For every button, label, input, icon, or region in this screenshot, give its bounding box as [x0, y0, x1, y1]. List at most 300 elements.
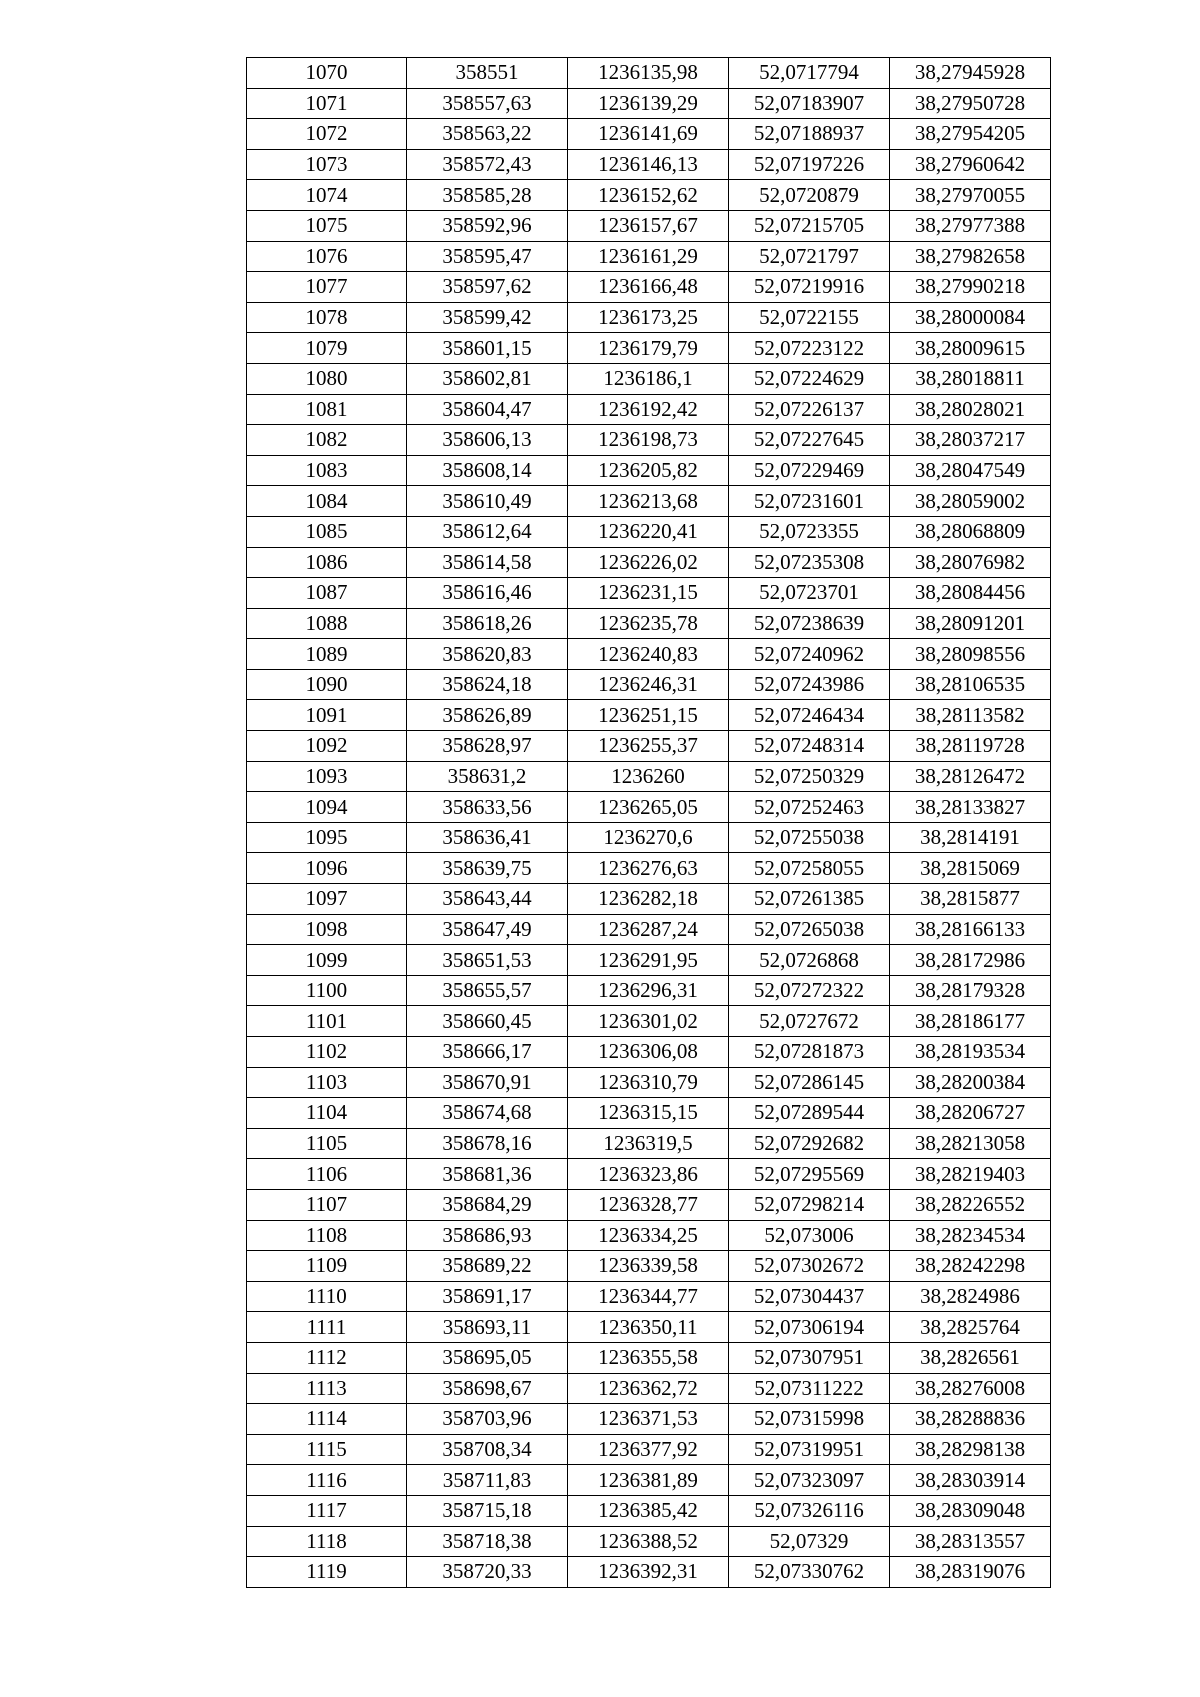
x-coordinate-cell: 358691,17 — [407, 1281, 568, 1312]
y-coordinate-cell: 1236381,89 — [568, 1465, 729, 1496]
x-coordinate-cell: 358711,83 — [407, 1465, 568, 1496]
latitude-cell: 52,07307951 — [729, 1342, 890, 1373]
latitude-cell: 52,07329 — [729, 1526, 890, 1557]
longitude-cell: 38,28193534 — [890, 1037, 1051, 1068]
longitude-cell: 38,28047549 — [890, 455, 1051, 486]
latitude-cell: 52,07248314 — [729, 731, 890, 762]
y-coordinate-cell: 1236213,68 — [568, 486, 729, 517]
table-row — [247, 363, 1051, 394]
x-coordinate-cell: 358585,28 — [407, 180, 568, 211]
x-coordinate-cell: 358674,68 — [407, 1098, 568, 1129]
latitude-cell: 52,0723355 — [729, 516, 890, 547]
point-number-cell: 1118 — [247, 1526, 407, 1557]
y-coordinate-cell: 1236179,79 — [568, 333, 729, 364]
y-coordinate-cell: 1236186,1 — [568, 363, 729, 394]
longitude-cell: 38,28206727 — [890, 1098, 1051, 1129]
x-coordinate-cell: 358620,83 — [407, 639, 568, 670]
y-coordinate-cell: 1236173,25 — [568, 302, 729, 333]
longitude-cell: 38,28319076 — [890, 1557, 1051, 1588]
latitude-cell: 52,07188937 — [729, 119, 890, 150]
table-row — [247, 149, 1051, 180]
point-number-cell: 1096 — [247, 853, 407, 884]
longitude-cell: 38,28313557 — [890, 1526, 1051, 1557]
longitude-cell: 38,28119728 — [890, 731, 1051, 762]
x-coordinate-cell: 358624,18 — [407, 669, 568, 700]
y-coordinate-cell: 1236296,31 — [568, 975, 729, 1006]
longitude-cell: 38,2814191 — [890, 822, 1051, 853]
latitude-cell: 52,07252463 — [729, 792, 890, 823]
x-coordinate-cell: 358592,96 — [407, 210, 568, 241]
table-row — [247, 578, 1051, 609]
table-row — [247, 425, 1051, 456]
table-row — [247, 486, 1051, 517]
latitude-cell: 52,07330762 — [729, 1557, 890, 1588]
latitude-cell: 52,07323097 — [729, 1465, 890, 1496]
longitude-cell: 38,28098556 — [890, 639, 1051, 670]
longitude-cell: 38,27945928 — [890, 58, 1051, 89]
y-coordinate-cell: 1236226,02 — [568, 547, 729, 578]
latitude-cell: 52,0726868 — [729, 945, 890, 976]
x-coordinate-cell: 358612,64 — [407, 516, 568, 547]
table-row — [247, 1434, 1051, 1465]
x-coordinate-cell: 358666,17 — [407, 1037, 568, 1068]
x-coordinate-cell: 358616,46 — [407, 578, 568, 609]
point-number-cell: 1107 — [247, 1189, 407, 1220]
longitude-cell: 38,28009615 — [890, 333, 1051, 364]
y-coordinate-cell: 1236344,77 — [568, 1281, 729, 1312]
longitude-cell: 38,28000084 — [890, 302, 1051, 333]
table-row — [247, 945, 1051, 976]
x-coordinate-cell: 358643,44 — [407, 884, 568, 915]
longitude-cell: 38,27990218 — [890, 272, 1051, 303]
point-number-cell: 1109 — [247, 1251, 407, 1282]
longitude-cell: 38,27954205 — [890, 119, 1051, 150]
table-row — [247, 853, 1051, 884]
x-coordinate-cell: 358601,15 — [407, 333, 568, 364]
longitude-cell: 38,2815877 — [890, 884, 1051, 915]
point-number-cell: 1075 — [247, 210, 407, 241]
table-row — [247, 1128, 1051, 1159]
longitude-cell: 38,28126472 — [890, 761, 1051, 792]
table-row — [247, 1037, 1051, 1068]
longitude-cell: 38,28234534 — [890, 1220, 1051, 1251]
y-coordinate-cell: 1236161,29 — [568, 241, 729, 272]
y-coordinate-cell: 1236282,18 — [568, 884, 729, 915]
table-row — [247, 700, 1051, 731]
latitude-cell: 52,07311222 — [729, 1373, 890, 1404]
point-number-cell: 1089 — [247, 639, 407, 670]
latitude-cell: 52,07292682 — [729, 1128, 890, 1159]
longitude-cell: 38,28276008 — [890, 1373, 1051, 1404]
longitude-cell: 38,27960642 — [890, 149, 1051, 180]
table-row — [247, 1098, 1051, 1129]
point-number-cell: 1112 — [247, 1342, 407, 1373]
latitude-cell: 52,07304437 — [729, 1281, 890, 1312]
longitude-cell: 38,28091201 — [890, 608, 1051, 639]
point-number-cell: 1102 — [247, 1037, 407, 1068]
point-number-cell: 1101 — [247, 1006, 407, 1037]
latitude-cell: 52,07315998 — [729, 1404, 890, 1435]
longitude-cell: 38,28172986 — [890, 945, 1051, 976]
point-number-cell: 1079 — [247, 333, 407, 364]
latitude-cell: 52,07219916 — [729, 272, 890, 303]
table-row — [247, 884, 1051, 915]
latitude-cell: 52,0723701 — [729, 578, 890, 609]
table-row — [247, 1067, 1051, 1098]
x-coordinate-cell: 358693,11 — [407, 1312, 568, 1343]
y-coordinate-cell: 1236192,42 — [568, 394, 729, 425]
table-row — [247, 88, 1051, 119]
y-coordinate-cell: 1236260 — [568, 761, 729, 792]
table-row — [247, 210, 1051, 241]
longitude-cell: 38,28028021 — [890, 394, 1051, 425]
longitude-cell: 38,28288836 — [890, 1404, 1051, 1435]
point-number-cell: 1091 — [247, 700, 407, 731]
latitude-cell: 52,07240962 — [729, 639, 890, 670]
y-coordinate-cell: 1236328,77 — [568, 1189, 729, 1220]
x-coordinate-cell: 358606,13 — [407, 425, 568, 456]
y-coordinate-cell: 1236220,41 — [568, 516, 729, 547]
table-row — [247, 272, 1051, 303]
latitude-cell: 52,07224629 — [729, 363, 890, 394]
table-row — [247, 761, 1051, 792]
y-coordinate-cell: 1236246,31 — [568, 669, 729, 700]
point-number-cell: 1116 — [247, 1465, 407, 1496]
latitude-cell: 52,07250329 — [729, 761, 890, 792]
longitude-cell: 38,28166133 — [890, 914, 1051, 945]
x-coordinate-cell: 358597,62 — [407, 272, 568, 303]
y-coordinate-cell: 1236362,72 — [568, 1373, 729, 1404]
latitude-cell: 52,07183907 — [729, 88, 890, 119]
x-coordinate-cell: 358695,05 — [407, 1342, 568, 1373]
x-coordinate-cell: 358636,41 — [407, 822, 568, 853]
latitude-cell: 52,07223122 — [729, 333, 890, 364]
point-number-cell: 1088 — [247, 608, 407, 639]
latitude-cell: 52,07226137 — [729, 394, 890, 425]
latitude-cell: 52,07231601 — [729, 486, 890, 517]
table-row — [247, 669, 1051, 700]
y-coordinate-cell: 1236291,95 — [568, 945, 729, 976]
point-number-cell: 1090 — [247, 669, 407, 700]
point-number-cell: 1082 — [247, 425, 407, 456]
y-coordinate-cell: 1236310,79 — [568, 1067, 729, 1098]
y-coordinate-cell: 1236388,52 — [568, 1526, 729, 1557]
latitude-cell: 52,07235308 — [729, 547, 890, 578]
table-row — [247, 1465, 1051, 1496]
latitude-cell: 52,0720879 — [729, 180, 890, 211]
point-number-cell: 1072 — [247, 119, 407, 150]
x-coordinate-cell: 358602,81 — [407, 363, 568, 394]
longitude-cell: 38,28076982 — [890, 547, 1051, 578]
longitude-cell: 38,27977388 — [890, 210, 1051, 241]
longitude-cell: 38,28298138 — [890, 1434, 1051, 1465]
x-coordinate-cell: 358614,58 — [407, 547, 568, 578]
y-coordinate-cell: 1236240,83 — [568, 639, 729, 670]
x-coordinate-cell: 358608,14 — [407, 455, 568, 486]
y-coordinate-cell: 1236319,5 — [568, 1128, 729, 1159]
longitude-cell: 38,2815069 — [890, 853, 1051, 884]
table-row — [247, 608, 1051, 639]
point-number-cell: 1081 — [247, 394, 407, 425]
longitude-cell: 38,28059002 — [890, 486, 1051, 517]
latitude-cell: 52,0722155 — [729, 302, 890, 333]
table-row — [247, 241, 1051, 272]
point-number-cell: 1074 — [247, 180, 407, 211]
longitude-cell: 38,27950728 — [890, 88, 1051, 119]
table-row — [247, 1251, 1051, 1282]
longitude-cell: 38,28242298 — [890, 1251, 1051, 1282]
table-row — [247, 731, 1051, 762]
x-coordinate-cell: 358633,56 — [407, 792, 568, 823]
y-coordinate-cell: 1236385,42 — [568, 1495, 729, 1526]
latitude-cell: 52,0717794 — [729, 58, 890, 89]
table-row — [247, 1220, 1051, 1251]
x-coordinate-cell: 358660,45 — [407, 1006, 568, 1037]
x-coordinate-cell: 358670,91 — [407, 1067, 568, 1098]
table-row — [247, 1159, 1051, 1190]
latitude-cell: 52,07289544 — [729, 1098, 890, 1129]
y-coordinate-cell: 1236276,63 — [568, 853, 729, 884]
longitude-cell: 38,28226552 — [890, 1189, 1051, 1220]
longitude-cell: 38,2824986 — [890, 1281, 1051, 1312]
table-row — [247, 1557, 1051, 1588]
table-row — [247, 914, 1051, 945]
latitude-cell: 52,07215705 — [729, 210, 890, 241]
x-coordinate-cell: 358720,33 — [407, 1557, 568, 1588]
table-row — [247, 1281, 1051, 1312]
x-coordinate-cell: 358708,34 — [407, 1434, 568, 1465]
point-number-cell: 1086 — [247, 547, 407, 578]
longitude-cell: 38,28133827 — [890, 792, 1051, 823]
latitude-cell: 52,07265038 — [729, 914, 890, 945]
point-number-cell: 1085 — [247, 516, 407, 547]
table-row — [247, 1373, 1051, 1404]
table-row — [247, 119, 1051, 150]
x-coordinate-cell: 358551 — [407, 58, 568, 89]
point-number-cell: 1099 — [247, 945, 407, 976]
table-row — [247, 455, 1051, 486]
latitude-cell: 52,07286145 — [729, 1067, 890, 1098]
table-row — [247, 639, 1051, 670]
point-number-cell: 1113 — [247, 1373, 407, 1404]
latitude-cell: 52,07302672 — [729, 1251, 890, 1282]
x-coordinate-cell: 358599,42 — [407, 302, 568, 333]
latitude-cell: 52,07255038 — [729, 822, 890, 853]
y-coordinate-cell: 1236377,92 — [568, 1434, 729, 1465]
x-coordinate-cell: 358563,22 — [407, 119, 568, 150]
y-coordinate-cell: 1236146,13 — [568, 149, 729, 180]
y-coordinate-cell: 1236198,73 — [568, 425, 729, 456]
latitude-cell: 52,07243986 — [729, 669, 890, 700]
latitude-cell: 52,07326116 — [729, 1495, 890, 1526]
y-coordinate-cell: 1236135,98 — [568, 58, 729, 89]
point-number-cell: 1094 — [247, 792, 407, 823]
table-row — [247, 547, 1051, 578]
x-coordinate-cell: 358681,36 — [407, 1159, 568, 1190]
latitude-cell: 52,07246434 — [729, 700, 890, 731]
x-coordinate-cell: 358686,93 — [407, 1220, 568, 1251]
y-coordinate-cell: 1236139,29 — [568, 88, 729, 119]
table-row — [247, 302, 1051, 333]
x-coordinate-cell: 358628,97 — [407, 731, 568, 762]
latitude-cell: 52,073006 — [729, 1220, 890, 1251]
point-number-cell: 1098 — [247, 914, 407, 945]
x-coordinate-cell: 358651,53 — [407, 945, 568, 976]
table-row — [247, 1495, 1051, 1526]
point-number-cell: 1083 — [247, 455, 407, 486]
y-coordinate-cell: 1236315,15 — [568, 1098, 729, 1129]
latitude-cell: 52,07319951 — [729, 1434, 890, 1465]
x-coordinate-cell: 358631,2 — [407, 761, 568, 792]
point-number-cell: 1093 — [247, 761, 407, 792]
coordinate-table-body — [247, 58, 1051, 1588]
y-coordinate-cell: 1236306,08 — [568, 1037, 729, 1068]
y-coordinate-cell: 1236231,15 — [568, 578, 729, 609]
point-number-cell: 1110 — [247, 1281, 407, 1312]
x-coordinate-cell: 358557,63 — [407, 88, 568, 119]
point-number-cell: 1097 — [247, 884, 407, 915]
x-coordinate-cell: 358626,89 — [407, 700, 568, 731]
x-coordinate-cell: 358604,47 — [407, 394, 568, 425]
point-number-cell: 1092 — [247, 731, 407, 762]
x-coordinate-cell: 358647,49 — [407, 914, 568, 945]
longitude-cell: 38,2825764 — [890, 1312, 1051, 1343]
point-number-cell: 1103 — [247, 1067, 407, 1098]
longitude-cell: 38,27982658 — [890, 241, 1051, 272]
point-number-cell: 1119 — [247, 1557, 407, 1588]
point-number-cell: 1095 — [247, 822, 407, 853]
y-coordinate-cell: 1236152,62 — [568, 180, 729, 211]
longitude-cell: 38,28068809 — [890, 516, 1051, 547]
longitude-cell: 38,28303914 — [890, 1465, 1051, 1496]
x-coordinate-cell: 358678,16 — [407, 1128, 568, 1159]
x-coordinate-cell: 358610,49 — [407, 486, 568, 517]
y-coordinate-cell: 1236355,58 — [568, 1342, 729, 1373]
y-coordinate-cell: 1236371,53 — [568, 1404, 729, 1435]
table-row — [247, 1006, 1051, 1037]
latitude-cell: 52,07306194 — [729, 1312, 890, 1343]
point-number-cell: 1084 — [247, 486, 407, 517]
latitude-cell: 52,07295569 — [729, 1159, 890, 1190]
y-coordinate-cell: 1236270,6 — [568, 822, 729, 853]
point-number-cell: 1070 — [247, 58, 407, 89]
longitude-cell: 38,28309048 — [890, 1495, 1051, 1526]
table-row — [247, 1404, 1051, 1435]
latitude-cell: 52,07258055 — [729, 853, 890, 884]
latitude-cell: 52,07298214 — [729, 1189, 890, 1220]
point-number-cell: 1104 — [247, 1098, 407, 1129]
latitude-cell: 52,0721797 — [729, 241, 890, 272]
x-coordinate-cell: 358639,75 — [407, 853, 568, 884]
point-number-cell: 1073 — [247, 149, 407, 180]
y-coordinate-cell: 1236251,15 — [568, 700, 729, 731]
x-coordinate-cell: 358655,57 — [407, 975, 568, 1006]
table-row — [247, 1342, 1051, 1373]
point-number-cell: 1076 — [247, 241, 407, 272]
point-number-cell: 1087 — [247, 578, 407, 609]
x-coordinate-cell: 358718,38 — [407, 1526, 568, 1557]
y-coordinate-cell: 1236255,37 — [568, 731, 729, 762]
x-coordinate-cell: 358715,18 — [407, 1495, 568, 1526]
longitude-cell: 38,28200384 — [890, 1067, 1051, 1098]
longitude-cell: 38,28018811 — [890, 363, 1051, 394]
y-coordinate-cell: 1236350,11 — [568, 1312, 729, 1343]
latitude-cell: 52,07261385 — [729, 884, 890, 915]
point-number-cell: 1108 — [247, 1220, 407, 1251]
y-coordinate-cell: 1236166,48 — [568, 272, 729, 303]
point-number-cell: 1106 — [247, 1159, 407, 1190]
y-coordinate-cell: 1236235,78 — [568, 608, 729, 639]
longitude-cell: 38,27970055 — [890, 180, 1051, 211]
point-number-cell: 1111 — [247, 1312, 407, 1343]
latitude-cell: 52,0727672 — [729, 1006, 890, 1037]
latitude-cell: 52,07281873 — [729, 1037, 890, 1068]
x-coordinate-cell: 358595,47 — [407, 241, 568, 272]
longitude-cell: 38,28186177 — [890, 1006, 1051, 1037]
point-number-cell: 1105 — [247, 1128, 407, 1159]
longitude-cell: 38,2826561 — [890, 1342, 1051, 1373]
latitude-cell: 52,07197226 — [729, 149, 890, 180]
table-row — [247, 394, 1051, 425]
table-row — [247, 822, 1051, 853]
point-number-cell: 1077 — [247, 272, 407, 303]
x-coordinate-cell: 358703,96 — [407, 1404, 568, 1435]
latitude-cell: 52,07229469 — [729, 455, 890, 486]
table-row — [247, 180, 1051, 211]
table-row — [247, 792, 1051, 823]
x-coordinate-cell: 358698,67 — [407, 1373, 568, 1404]
x-coordinate-cell: 358572,43 — [407, 149, 568, 180]
y-coordinate-cell: 1236141,69 — [568, 119, 729, 150]
longitude-cell: 38,28219403 — [890, 1159, 1051, 1190]
y-coordinate-cell: 1236339,58 — [568, 1251, 729, 1282]
x-coordinate-cell: 358689,22 — [407, 1251, 568, 1282]
point-number-cell: 1100 — [247, 975, 407, 1006]
point-number-cell: 1080 — [247, 363, 407, 394]
table-row — [247, 333, 1051, 364]
point-number-cell: 1117 — [247, 1495, 407, 1526]
latitude-cell: 52,07227645 — [729, 425, 890, 456]
longitude-cell: 38,28106535 — [890, 669, 1051, 700]
table-row — [247, 516, 1051, 547]
latitude-cell: 52,07238639 — [729, 608, 890, 639]
y-coordinate-cell: 1236157,67 — [568, 210, 729, 241]
y-coordinate-cell: 1236265,05 — [568, 792, 729, 823]
y-coordinate-cell: 1236334,25 — [568, 1220, 729, 1251]
table-row — [247, 58, 1051, 89]
y-coordinate-cell: 1236287,24 — [568, 914, 729, 945]
coordinate-table — [246, 57, 1051, 1588]
point-number-cell: 1114 — [247, 1404, 407, 1435]
table-row — [247, 975, 1051, 1006]
table-row — [247, 1189, 1051, 1220]
longitude-cell: 38,28213058 — [890, 1128, 1051, 1159]
table-row — [247, 1526, 1051, 1557]
x-coordinate-cell: 358618,26 — [407, 608, 568, 639]
longitude-cell: 38,28084456 — [890, 578, 1051, 609]
y-coordinate-cell: 1236323,86 — [568, 1159, 729, 1190]
longitude-cell: 38,28113582 — [890, 700, 1051, 731]
latitude-cell: 52,07272322 — [729, 975, 890, 1006]
longitude-cell: 38,28179328 — [890, 975, 1051, 1006]
point-number-cell: 1078 — [247, 302, 407, 333]
table-row — [247, 1312, 1051, 1343]
point-number-cell: 1115 — [247, 1434, 407, 1465]
y-coordinate-cell: 1236392,31 — [568, 1557, 729, 1588]
longitude-cell: 38,28037217 — [890, 425, 1051, 456]
point-number-cell: 1071 — [247, 88, 407, 119]
y-coordinate-cell: 1236205,82 — [568, 455, 729, 486]
